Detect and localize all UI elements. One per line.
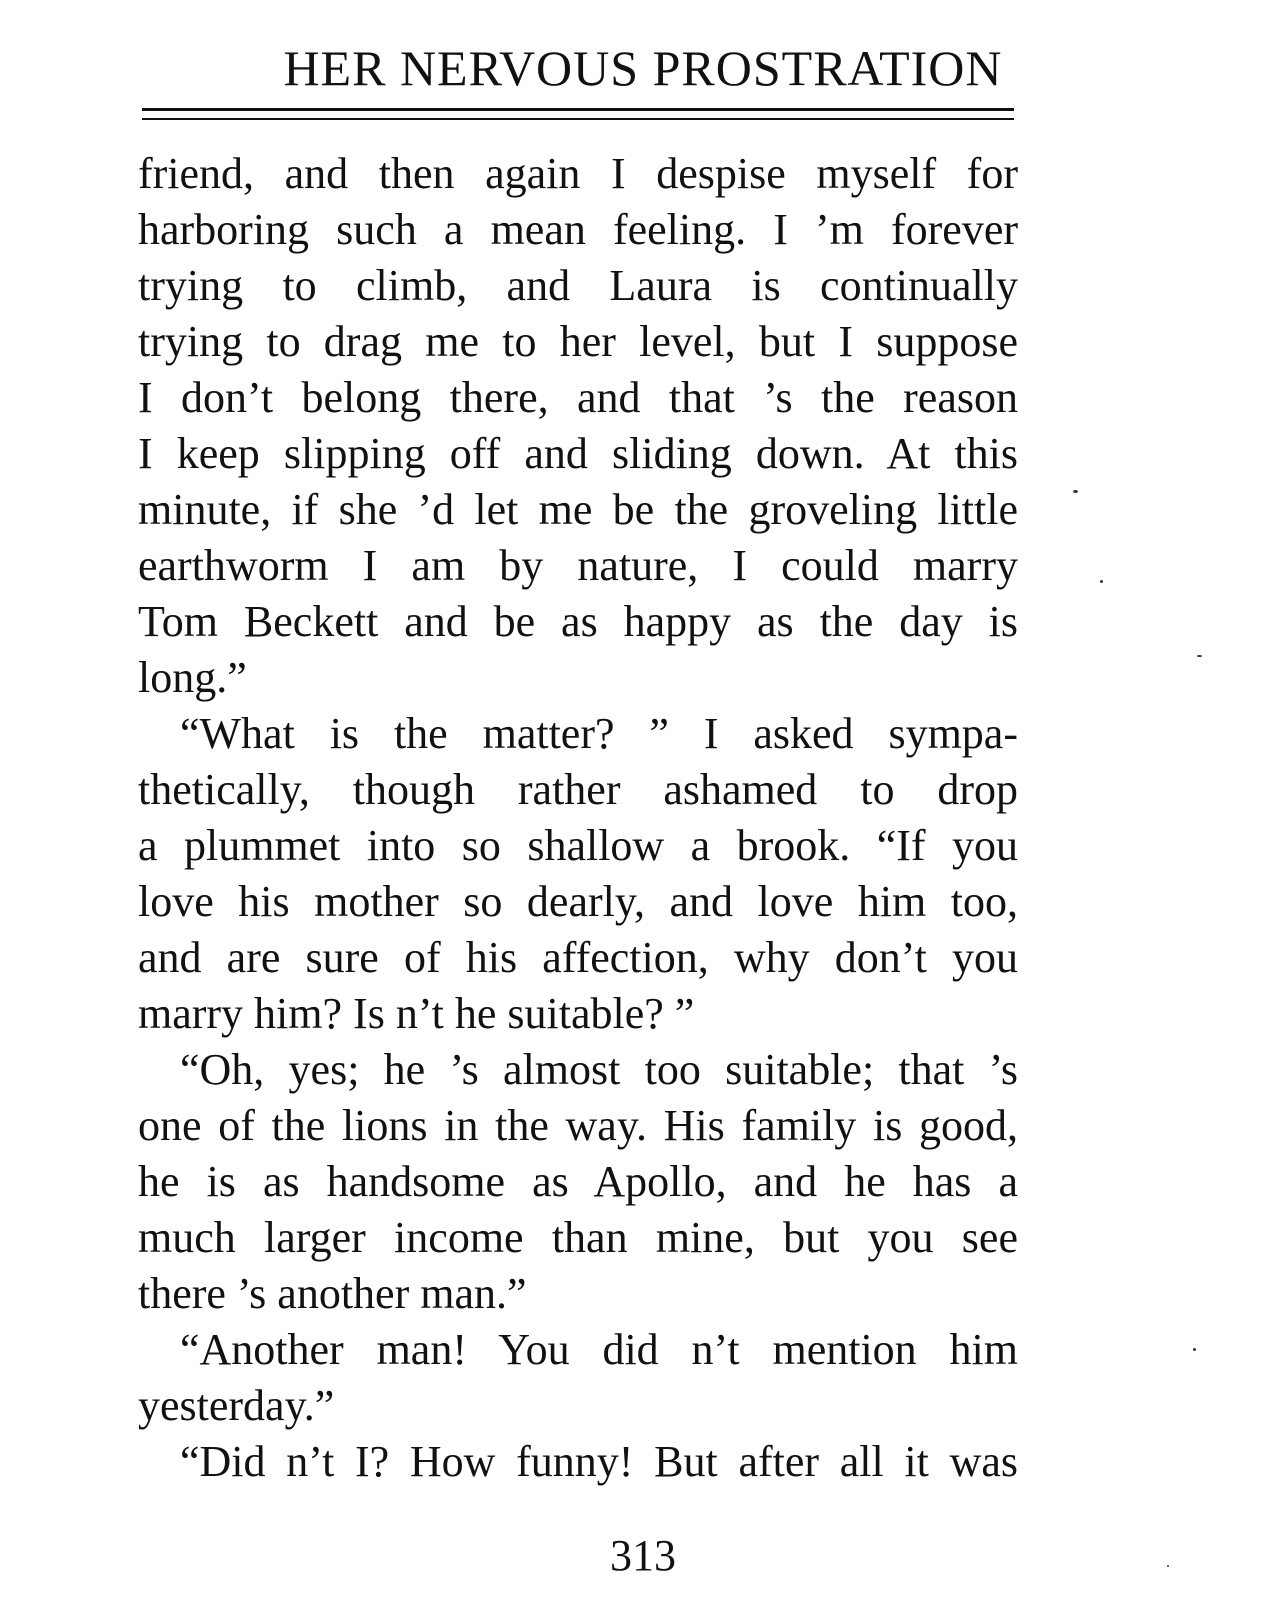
text-line-16: marry him? Is n’t he suitable? ”: [138, 989, 695, 1038]
text-line-20: much larger income than mine, but you see: [138, 1213, 1018, 1262]
scan-speck: [1167, 1565, 1169, 1567]
text-line-9: Tom Beckett and be as happy as the day is: [138, 597, 1018, 646]
text-line-23: yesterday.”: [138, 1381, 335, 1430]
text-line-8: earthworm I am by nature, I could marry: [138, 541, 1018, 590]
text-line-6: I keep slipping off and sliding down. At this: [138, 429, 1018, 478]
text-line-5: I don’t belong there, and that ’s the reason: [138, 373, 1018, 422]
text-line-24: “Did n’t I? How funny! But after all it was: [180, 1437, 1018, 1486]
text-line-18: one of the lions in the way. His family is good,: [138, 1101, 1018, 1150]
text-line-19: he is as handsome as Apollo, and he has a: [138, 1157, 1018, 1206]
text-line-2: harboring such a mean feeling. I ’m forever: [138, 205, 1018, 254]
text-line-17: “Oh, yes; he ’s almost too suitable; that ’s: [180, 1045, 1018, 1094]
scan-speck: [1100, 580, 1103, 583]
text-line-21: there ’s another man.”: [138, 1269, 527, 1318]
text-line-7: minute, if she ’d let me be the groveling little: [138, 485, 1018, 534]
scan-speck: [1193, 1348, 1196, 1351]
header-rule-thin: [142, 118, 1014, 120]
text-line-15: and are sure of his affection, why don’t you: [138, 933, 1018, 982]
text-line-11: “What is the matter? ” I asked sympa-: [180, 709, 1018, 758]
header-rule-thick: [142, 108, 1014, 111]
running-head: HER NERVOUS PROSTRATION: [283, 40, 1003, 96]
scan-speck: [1197, 655, 1202, 657]
body-text: [138, 146, 1018, 1490]
page-number: 313: [610, 1531, 676, 1580]
scan-speck: [1073, 490, 1078, 493]
text-line-3: trying to climb, and Laura is continually: [138, 261, 1018, 310]
text-line-1: friend, and then again I despise myself for: [138, 149, 1018, 198]
text-line-10: long.”: [138, 653, 247, 702]
text-line-13: a plummet into so shallow a brook. “If you: [138, 821, 1018, 870]
text-line-12: thetically, though rather ashamed to drop: [138, 765, 1018, 814]
text-line-14: love his mother so dearly, and love him too,: [138, 877, 1018, 926]
text-line-4: trying to drag me to her level, but I suppose: [138, 317, 1018, 366]
text-line-22: “Another man! You did n’t mention him: [180, 1325, 1018, 1374]
